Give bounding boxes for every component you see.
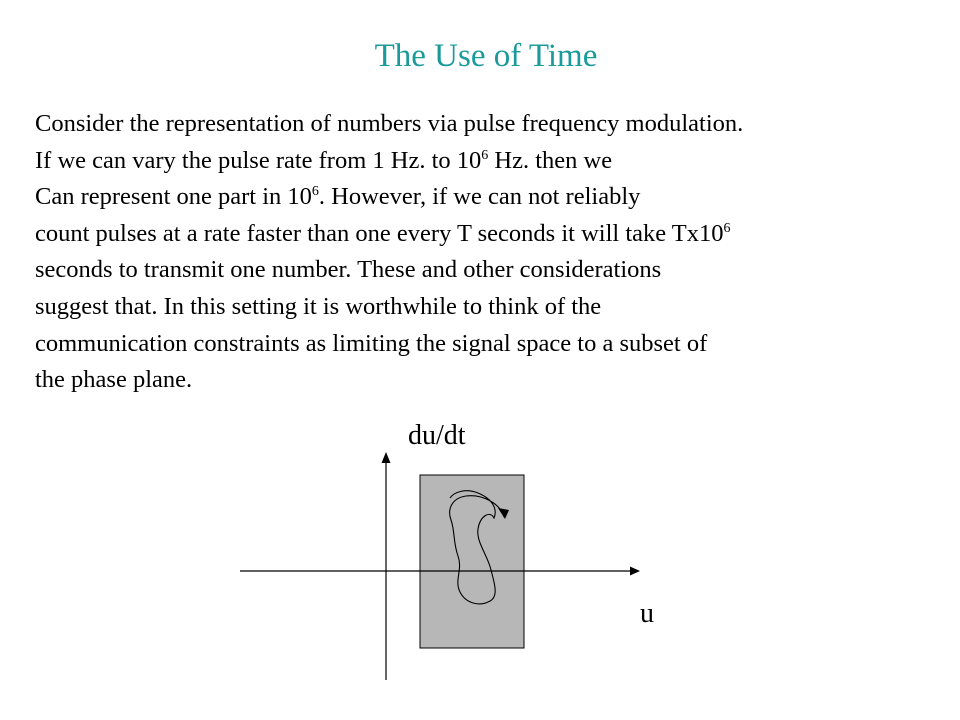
body-line-8: the phase plane. (35, 366, 193, 394)
y-axis-arrowhead (382, 452, 391, 463)
body-line-5: seconds to transmit one number. These and other considerations (35, 256, 662, 284)
slide-title: The Use of Time (374, 38, 598, 74)
x-axis-arrowhead (630, 567, 640, 576)
body-line-2: If we can vary the pulse rate from 1 Hz. to $10^6$ Hz. then we (35, 146, 613, 174)
body-line-3: Can represent one part in $10^6$. However, if we can not reliably (35, 183, 641, 211)
signal-space-region (420, 475, 524, 648)
superscript: 6 (311, 184, 319, 200)
body-line-1: Consider the representation of numbers via pulse frequency modulation. (35, 110, 744, 137)
y-axis-label: du/dt (408, 420, 466, 451)
body-line-7: communication constraints as limiting the signal space to a subset of (35, 329, 708, 357)
body-line-4: count pulses at a rate faster than one every T seconds it will take $Tx10^6$ (35, 219, 731, 247)
superscript: 6 (481, 147, 489, 163)
x-axis-label: u (640, 598, 654, 629)
superscript: 6 (723, 220, 731, 236)
body-line-6: suggest that. In this setting it is worthwhile to think of the (35, 292, 602, 320)
